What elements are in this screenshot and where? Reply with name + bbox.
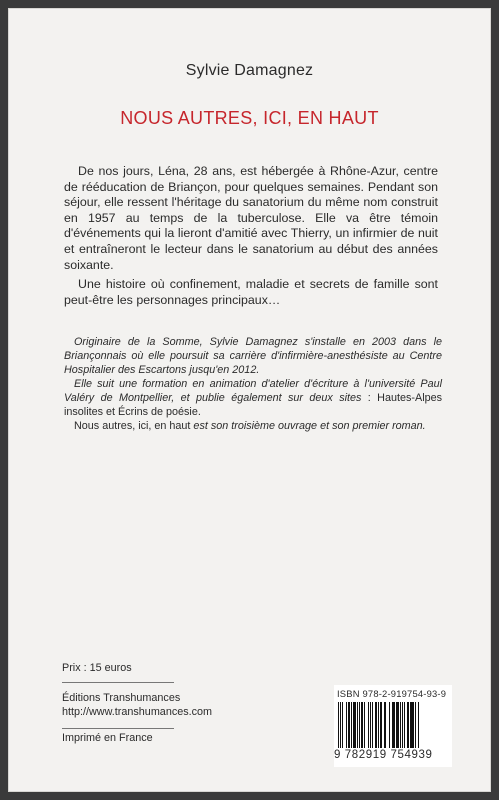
book-title: NOUS AUTRES, ICI, EN HAUT: [120, 108, 379, 128]
barcode-gap: [419, 702, 420, 748]
back-cover: [8, 8, 491, 792]
bio-paragraph: [64, 419, 442, 433]
imprint-note: Imprimé en France: [62, 732, 153, 744]
synopsis: [64, 164, 438, 308]
barcode-bars: [338, 702, 446, 748]
synopsis-paragraph: De nos jours, Léna, 28 ans, est hébergée à Rhône-Azur, centre de rééducation de Briançon, pour quelques semaines. Pendant son séjour, elle ressent l'héritage du sanatorium du même nom construit en 1957 au temps de la tuberculose. Elle va être témoin d'événements qui la lieront d'amitié avec Thierry, un infirmier de nuit et entraîneront le lecteur dans le sanatorium au début des années soixante.: [64, 164, 438, 272]
publisher-block: [62, 691, 212, 719]
bio-text: Elle suit une formation en animation d'atelier d'écriture à l'université Paul Valéry de Montpellier, et publie également sur deux sites: [64, 378, 442, 404]
publisher-name: Éditions Transhumances: [62, 692, 181, 704]
bio-text: est son troisième ouvrage et son premier roman.: [190, 420, 426, 432]
divider: [62, 682, 174, 683]
author-bio: [64, 335, 442, 433]
bio-paragraph: [64, 377, 442, 419]
isbn-number: ISBN 978-2-919754-93-9: [337, 688, 447, 699]
bio-text: : Hautes-Alpes insolites et Écrins de poésie.: [64, 392, 442, 418]
synopsis-paragraph: Une histoire où confinement, maladie et secrets de famille sont peut-être les personnages principaux…: [64, 277, 438, 307]
author-name: Sylvie Damagnez: [185, 62, 314, 79]
bio-book-title: Nous autres, ici, en haut: [74, 420, 191, 432]
price: Prix : 15 euros: [62, 662, 132, 674]
publisher-url: http://www.transhumances.com: [62, 706, 213, 718]
divider: [62, 728, 174, 729]
barcode-panel: [334, 685, 452, 767]
bio-paragraph: Originaire de la Somme, Sylvie Damagnez s'installe en 2003 dans le Briançonnais où elle poursuit sa carrière d'infirmière-anesthésiste au Centre Hospitalier des Escartons jusqu'en 2012.: [64, 336, 442, 376]
ean-number: 9 782919 754939: [334, 749, 433, 761]
